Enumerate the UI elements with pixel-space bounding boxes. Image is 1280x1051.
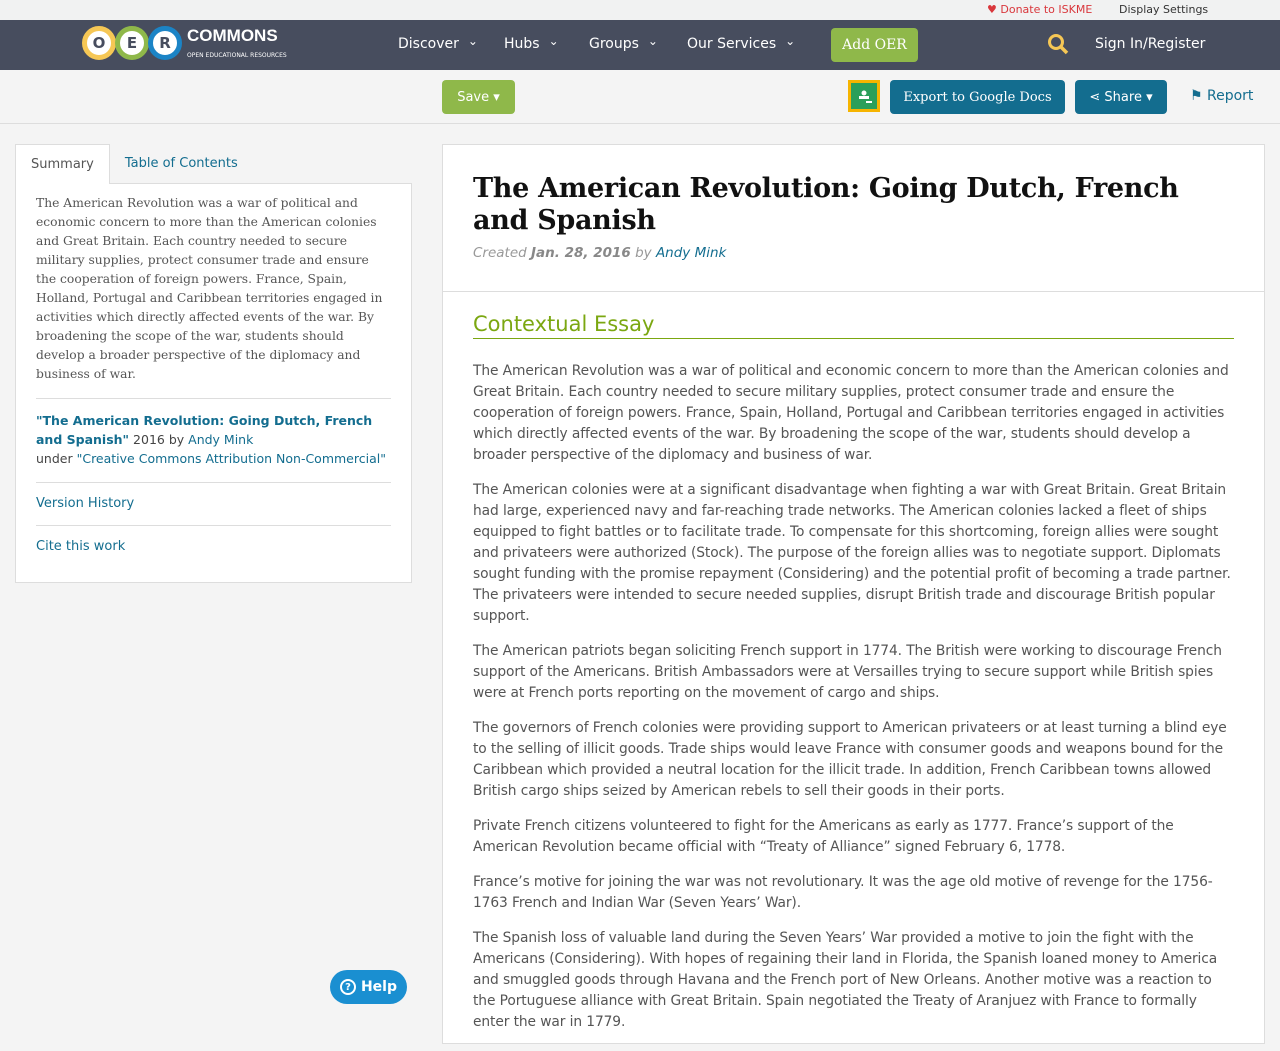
nav-our-services[interactable]: Our Services ⌄	[687, 36, 795, 52]
sign-in-link[interactable]: Sign In/Register	[1095, 36, 1206, 52]
attribution-under: under	[36, 451, 77, 466]
attribution-author-link[interactable]: Andy Mink	[188, 432, 254, 447]
logo-title: COMMONS	[187, 25, 278, 45]
essay-paragraph: The Spanish loss of valuable land during the Seven Years’ War provided a motive to join the fight with the Americans (Considering). With hopes of regaining their land in Florida, the Spanish loaned money to America and smuggled goods through Havana and the French port of New Orleans. Another motive was a reaction to the Portuguese alliance with Great Britain. Spain negotiated the Treaty of Aranjuez with France to formally enter the war in 1779.	[473, 930, 1218, 1030]
google-classroom-icon[interactable]	[848, 80, 880, 112]
resource-content	[442, 144, 1265, 1044]
section-heading: Contextual Essay	[473, 310, 1234, 339]
share-icon: ⋖	[1089, 89, 1101, 105]
essay-paragraph: The American colonies were at a significant disadvantage when fighting a war with Great Britain. Great Britain had large, experienced navy and far-reaching trade networks. The American colonies lacked a fleet of ships equipped to fight battles or to facilitate trade. To compensate for this shortcoming, foreign allies were sought and privateers were authorized (Stock). The purpose of the foreign allies was to negotiate support. Diplomats sought funding with the promise repayment (Considering) and the potential profit of becoming a trade partner. The privateers were intended to secure needed supplies, disrupt British trade and discourage British popular support.	[473, 482, 1231, 624]
export-google-docs-button[interactable]: Export to Google Docs	[890, 80, 1065, 114]
display-settings-link[interactable]: Display Settings	[1119, 3, 1209, 16]
donate-link[interactable]	[987, 3, 1092, 16]
nav-discover[interactable]: Discover ⌄	[398, 36, 478, 52]
tab-summary[interactable]: Summary	[15, 144, 110, 184]
help-button[interactable]	[330, 970, 407, 1004]
resource-toolbar	[0, 70, 1280, 124]
created-date: Jan. 28, 2016	[531, 245, 631, 261]
license-link[interactable]: "Creative Commons Attribution Non-Commercial"	[76, 451, 386, 466]
essay-paragraph: Private French citizens volunteered to fight for the Americans as early as 1777. France’s support of the American Revolution became official with “Treaty of Alliance” signed February 6, 1778.	[473, 818, 1174, 855]
author-link[interactable]: Andy Mink	[655, 245, 727, 261]
tab-table-of-contents[interactable]: Table of Contents	[124, 156, 238, 171]
caret-down-icon: ▾	[1146, 89, 1153, 105]
attribution-year: 2016 by	[129, 432, 189, 447]
page-title: The American Revolution: Going Dutch, French and Spanish	[473, 173, 1179, 236]
cite-work-link[interactable]: Cite this work	[36, 539, 126, 554]
help-label: Help	[360, 979, 398, 995]
created-meta: Created Jan. 28, 2016 by Andy Mink	[473, 245, 727, 261]
essay-paragraph: The American patriots began soliciting French support in 1774. The British were working to discourage French support of the Americans. British Ambassadors were at Versailles trying to secure support while British spies were at French ports reporting on the movement of cargo and ships.	[473, 643, 1222, 701]
oer-commons-logo[interactable]	[82, 26, 287, 60]
logo-subtitle: OPEN EDUCATIONAL RESOURCES	[187, 51, 287, 59]
attribution-title-link[interactable]: "The American Revolution: Going Dutch, French and Spanish"	[36, 413, 373, 447]
essay-paragraph: The governors of French colonies were providing support to American privateers or at least turning a blind eye to the selling of illicit goods. Trade ships would leave France with consumer goods and weapons bound for the Caribbean which provided a neutral location for the illicit trade. In addition, French Caribbean towns allowed British cargo ships seized by American rebels to sell their goods in their ports.	[473, 720, 1227, 799]
share-label: Share	[1104, 89, 1142, 105]
add-oer-button[interactable]: Add OER	[831, 28, 918, 62]
main-nav	[0, 20, 1280, 70]
question-icon: ?	[340, 979, 356, 995]
save-button[interactable]	[442, 80, 515, 114]
donate-label: Donate to ISKME	[1000, 3, 1093, 16]
logo-letter: E	[115, 26, 149, 60]
sidebar	[15, 144, 412, 583]
flag-icon: ⚑	[1190, 88, 1203, 104]
version-history-link[interactable]: Version History	[36, 496, 135, 511]
caret-down-icon: ▾	[493, 89, 500, 105]
utility-bar	[0, 0, 1280, 20]
summary-text: The American Revolution was a war of political and economic concern to more than the American colonies and Great Britain. Each country needed to secure military supplies, protect consumer trade and ensure the cooperation of foreign powers. France, Spain, Holland, Portugal and Caribbean territories engaged in activities which directly affected events of the war. By broadening the scope of the war, students should develop a broader perspective of the diplomacy and business of war.	[36, 194, 391, 399]
report-label: Report	[1207, 88, 1254, 104]
essay-paragraph: France’s motive for joining the war was not revolutionary. It was the age old motive of revenge for the 1756-1763 French and Indian War (Seven Years’ War).	[473, 874, 1213, 911]
report-link[interactable]	[1190, 88, 1253, 104]
heart-icon: ♥	[987, 3, 997, 16]
save-label: Save	[457, 89, 490, 105]
share-button[interactable]	[1075, 80, 1167, 114]
logo-letter: R	[148, 26, 182, 60]
logo-letter: O	[82, 26, 116, 60]
attribution	[36, 399, 391, 483]
essay-paragraph: The American Revolution was a war of political and economic concern to more than the American colonies and Great Britain. Each country needed to secure military supplies, protect consumer trade and ensure the cooperation of foreign powers. France, Spain, Holland, Portugal and Caribbean territories engaged in activities which directly affected events of the war. By broadening the scope of the war, students should develop a broader perspective of the diplomacy and business of war.	[473, 363, 1229, 463]
nav-hubs[interactable]: Hubs ⌄	[504, 36, 559, 52]
search-icon[interactable]	[1047, 33, 1069, 59]
nav-groups[interactable]: Groups ⌄	[589, 36, 658, 52]
